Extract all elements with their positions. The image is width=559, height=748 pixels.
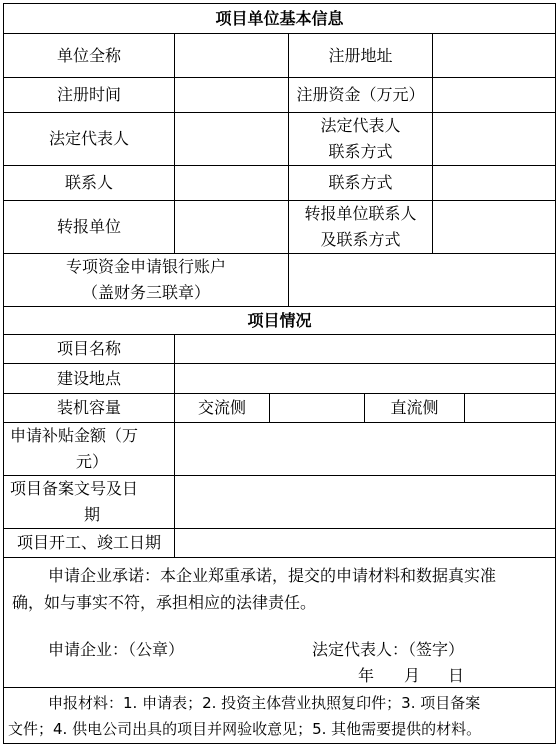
label-forward-contact <box>289 201 433 254</box>
value-legal-rep-contact[interactable] <box>433 113 555 166</box>
label-forward-unit: 转报单位 <box>4 201 175 254</box>
filing-line-1: 项目备案文号及日 <box>10 479 139 498</box>
value-dc-side[interactable] <box>465 394 555 423</box>
label-project-dates: 项目开工、竣工日期 <box>4 529 175 558</box>
subsidy-line-2: 元） <box>75 452 108 471</box>
value-forward-contact[interactable] <box>433 201 555 254</box>
company-seal-label: 申请企业：（公章） <box>48 640 185 659</box>
forward-contact-line-2: 及联系方式 <box>320 230 401 249</box>
value-subsidy-amount[interactable] <box>175 423 555 476</box>
date-year: 年 <box>358 666 375 685</box>
value-filing-number[interactable] <box>175 476 555 529</box>
label-reg-capital: 注册资金（万元） <box>289 78 433 113</box>
value-project-dates[interactable] <box>175 529 555 558</box>
label-contact-person: 联系人 <box>4 166 175 201</box>
commitment-text-line-2: 确，如与事实不符，承担相应的法律责任。 <box>12 593 317 612</box>
value-ac-side[interactable] <box>270 394 365 423</box>
bank-account-line-2: （盖财务三联章） <box>81 283 210 302</box>
label-legal-rep: 法定代表人 <box>4 113 175 166</box>
label-filing-number <box>4 476 175 529</box>
forward-contact-line-1: 转报单位联系人 <box>304 204 417 223</box>
date-month: 月 <box>404 666 421 685</box>
label-capacity: 装机容量 <box>4 394 175 423</box>
value-contact-person[interactable] <box>175 166 289 201</box>
value-reg-capital[interactable] <box>433 78 555 113</box>
bank-account-line-1: 专项资金申请银行账户 <box>65 257 226 276</box>
label-reg-time: 注册时间 <box>4 78 175 113</box>
section-title-project-info: 项目情况 <box>4 307 555 335</box>
materials-text-line-2: 文件；4. 供电公司出具的项目并网验收意见；5. 其他需要提供的材料。 <box>8 720 482 738</box>
label-project-name: 项目名称 <box>4 335 175 364</box>
legal-signature-label: 法定代表人：（签字） <box>312 640 465 659</box>
value-legal-rep[interactable] <box>175 113 289 166</box>
commitment-text-line-1: 申请企业承诺：本企业郑重承诺，提交的申请材料和数据真实准 <box>48 566 497 585</box>
value-bank-account[interactable] <box>289 254 555 307</box>
value-build-location[interactable] <box>175 364 555 394</box>
label-legal-rep-contact <box>289 113 433 166</box>
label-reg-address: 注册地址 <box>289 34 433 78</box>
label-build-location: 建设地点 <box>4 364 175 394</box>
label-subsidy-amount <box>4 423 175 476</box>
materials-text-line-1: 申报材料：1. 申请表；2. 投资主体营业执照复印件；3. 项目备案 <box>48 694 481 712</box>
label-contact-method: 联系方式 <box>289 166 433 201</box>
label-bank-account <box>4 254 289 307</box>
subsidy-line-1: 申请补贴金额（万 <box>10 426 139 445</box>
value-unit-name[interactable] <box>175 34 289 78</box>
label-dc-side: 直流侧 <box>365 394 465 423</box>
legal-rep-contact-line-1: 法定代表人 <box>320 116 401 135</box>
section-title-basic-info: 项目单位基本信息 <box>4 4 555 34</box>
value-contact-method[interactable] <box>433 166 555 201</box>
value-forward-unit[interactable] <box>175 201 289 254</box>
label-ac-side: 交流侧 <box>175 394 270 423</box>
value-project-name[interactable] <box>175 335 555 364</box>
filing-line-2: 期 <box>83 505 100 524</box>
value-reg-time[interactable] <box>175 78 289 113</box>
date-day: 日 <box>448 666 465 685</box>
value-reg-address[interactable] <box>433 34 555 78</box>
label-unit-name: 单位全称 <box>4 34 175 78</box>
legal-rep-contact-line-2: 联系方式 <box>328 142 393 161</box>
